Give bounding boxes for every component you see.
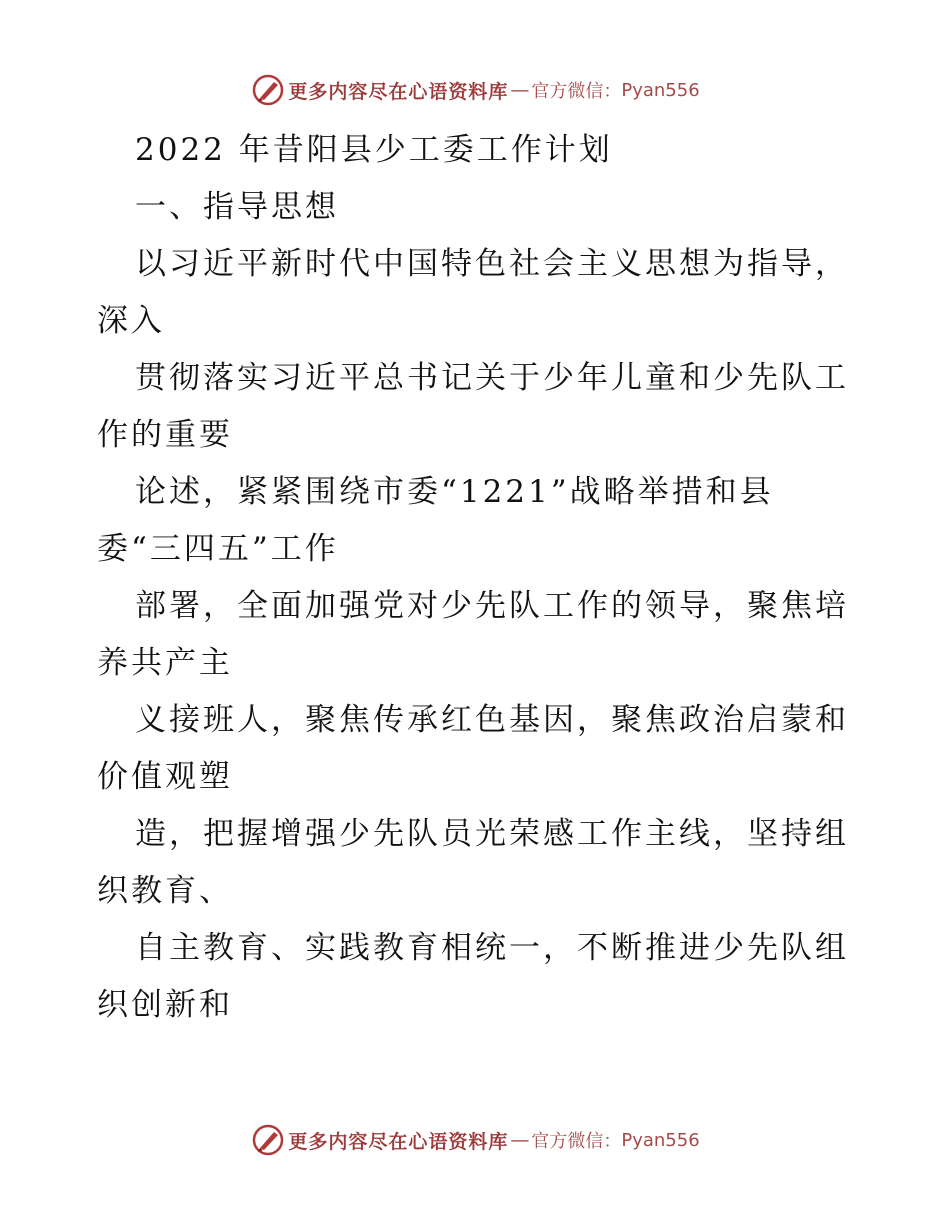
header-watermark-banner [0,68,950,112]
paragraph-line: 作的重要 [97,417,233,453]
paragraph-line: 贯彻落实习近平总书记关于少年儿童和少先队工 [135,360,849,396]
banner-wechat-label: 官方微信： [531,1131,622,1152]
section-heading: 一、指导思想 [135,189,339,225]
banner-brand-text: 更多内容尽在心语资料库 [288,1130,509,1153]
document-title: 2022 年昔阳县少工委工作计划 [135,132,613,168]
paragraph-line: 义接班人，聚焦传承红色基因，聚焦政治启蒙和 [135,702,849,738]
pen-logo-icon [250,1122,286,1158]
document-body [97,122,877,1034]
banner-separator: — [510,1129,530,1151]
paragraph-line: 织教育、 [97,873,233,909]
paragraph-line: 养共产主 [97,645,233,681]
paragraph-line: 深入 [97,303,165,339]
paragraph-line: 部署，全面加强党对少先队工作的领导，聚焦培 [135,588,849,624]
banner-brand-text: 更多内容尽在心语资料库 [288,80,509,103]
footer-watermark-banner [0,1118,950,1162]
paragraph-line: 以习近平新时代中国特色社会主义思想为指导， [135,246,849,282]
paragraph-line: 价值观塑 [97,759,233,795]
paragraph-line: 委“三四五”工作 [97,531,339,567]
banner-wechat-id: Pyan556 [621,1129,700,1151]
paragraph-line: 造，把握增强少先队员光荣感工作主线，坚持组 [135,816,849,852]
banner-separator: — [510,79,530,101]
banner-wechat-label: 官方微信： [531,81,622,102]
banner-wechat-id: Pyan556 [621,79,700,101]
paragraph-line: 论述，紧紧围绕市委“1221”战略举措和县 [135,474,774,510]
paragraph-line: 自主教育、实践教育相统一，不断推进少先队组 [135,930,849,966]
paragraph-line: 织创新和 [97,987,233,1023]
pen-logo-icon [250,72,286,108]
